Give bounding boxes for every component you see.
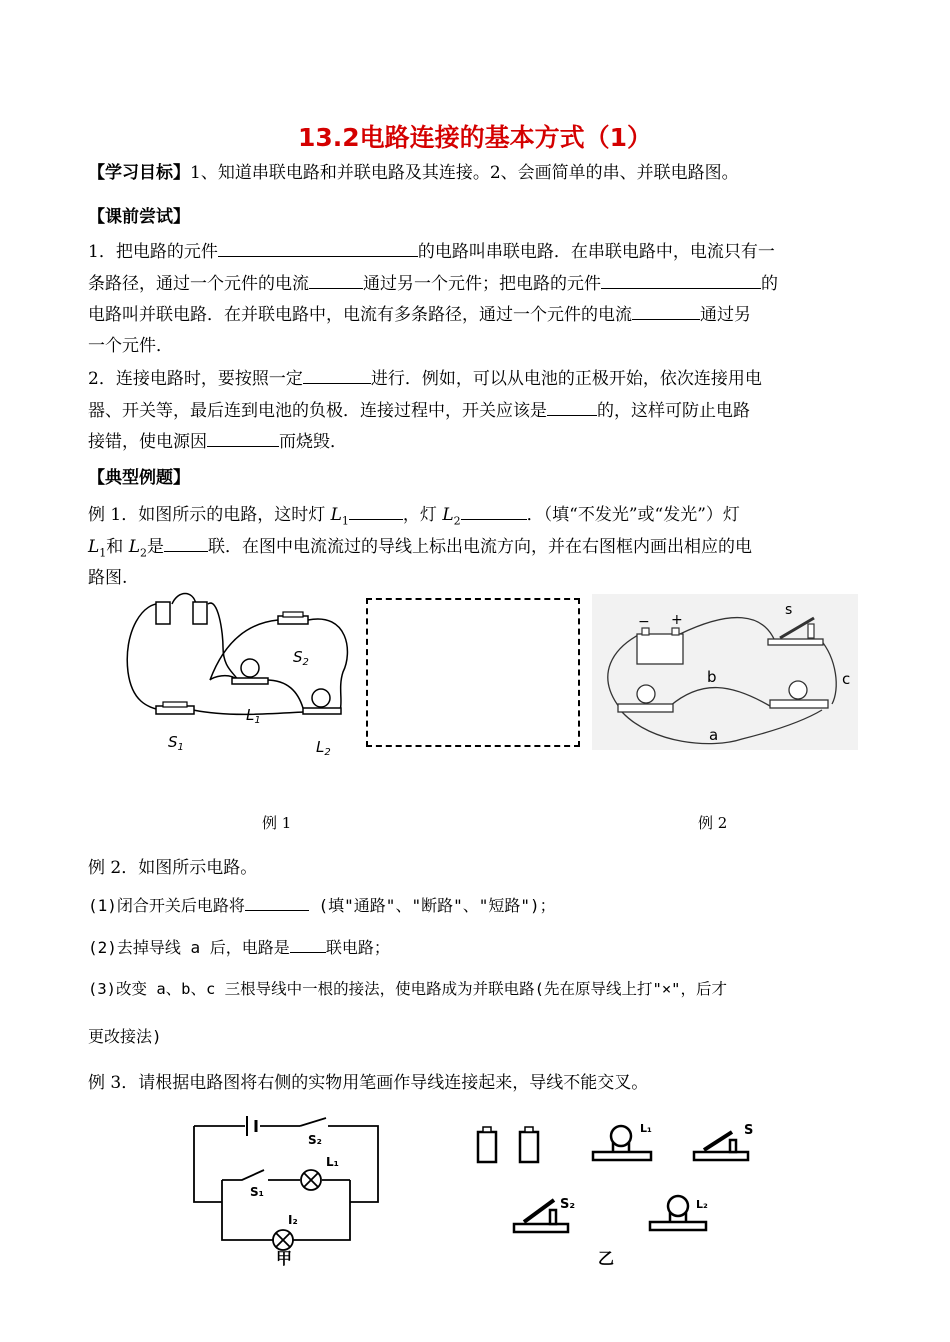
example3-schematic-figure [190, 1112, 390, 1268]
q1-text: 条路径，通过一个元件的电流 [88, 274, 309, 294]
figure1-caption: 例 1 [262, 814, 292, 832]
label-yi: 乙 [598, 1249, 615, 1268]
wire-label-c: c [842, 670, 851, 688]
q1-line-3 [88, 300, 868, 325]
ex2-line-0: 例 2．如图所示电路。 [88, 858, 258, 878]
subscript: 2 [140, 546, 147, 560]
label-s1: $S_1$ [168, 733, 184, 753]
switch-s1-lever [222, 1170, 264, 1180]
q2-blank-1[interactable] [303, 367, 371, 384]
objectives-line [88, 158, 868, 183]
label-s2: $S_2$ [293, 648, 309, 668]
ex1-line-2 [88, 532, 868, 559]
q2-text: 接错，使电源因 [88, 432, 207, 452]
battery-icon [156, 602, 207, 624]
label-s1: S₁ [250, 1185, 264, 1199]
q2-blank-2[interactable] [547, 399, 597, 416]
pre-class-heading: 【课前尝试】 [88, 207, 190, 227]
subscript: 1 [99, 546, 107, 560]
switch-label-s: s [785, 602, 793, 618]
q2-text: 2．连接电路时，要按照一定 [88, 369, 303, 389]
examples-heading: 【典型例题】 [88, 468, 190, 488]
label-l2: L₂ [696, 1198, 708, 1211]
ex2-text: (2)去掉导线 a 后，电路是 [88, 938, 290, 957]
wire [292, 1180, 350, 1240]
q1-line-2 [88, 269, 868, 294]
q2-text: 而烧毁． [279, 432, 347, 452]
ex2-blank-1[interactable] [245, 894, 309, 911]
switch-s-icon [694, 1132, 748, 1160]
ex2-blank-2[interactable] [290, 936, 326, 953]
q1-text: 电路叫并联电路．在并联电路中，电流有多条路径，通过一个元件的电流 [88, 305, 632, 325]
label-s: S [744, 1123, 754, 1138]
lamp-symbol: L [88, 537, 100, 557]
battery-icon [247, 1116, 256, 1136]
ex1-text: ．（填“不发光”或“发光”）灯 [526, 505, 740, 525]
q1-text: 的电路叫串联电路．在串联电路中，电流只有一 [417, 242, 775, 262]
ex1-line-3: 路图. [88, 568, 128, 588]
q2-blank-3[interactable] [207, 430, 279, 447]
subscript: 2 [453, 514, 461, 528]
ex1-blank-1[interactable] [349, 503, 403, 520]
switch-s2-icon [278, 612, 308, 624]
ex1-text: 例 1．如图所示的电路，这时灯 [88, 505, 331, 525]
wire-label-b: b [707, 668, 717, 686]
wire [222, 1180, 274, 1240]
q1-blank-3[interactable] [601, 272, 761, 289]
figure2-caption: 例 2 [698, 814, 728, 832]
wire [194, 1126, 222, 1202]
ex1-blank-2[interactable] [461, 503, 527, 520]
ex1-text: 联．在图中电流流过的导线上标出电流方向，并在右图框内画出相应的电 [208, 537, 752, 557]
q1-blank-4[interactable] [632, 303, 700, 320]
lamp-l1-icon [232, 659, 268, 684]
lamp-symbol: L [442, 505, 454, 525]
switch-s1-icon [156, 702, 194, 714]
lamp-l2-icon [273, 1230, 293, 1250]
q2-line-1 [88, 364, 868, 389]
example2-circuit-figure [592, 594, 858, 750]
objectives-label: 【学习目标】 [88, 163, 190, 183]
ex3-line-0: 例 3．请根据电路图将右侧的实物用笔画作导线连接起来，导线不能交叉。 [88, 1073, 649, 1093]
q1-blank-2[interactable] [309, 272, 363, 289]
q2-text: 器、开关等，最后连到电池的负极．连接过程中，开关应该是 [88, 401, 547, 421]
ex2-line-4: 更改接法) [88, 1027, 162, 1046]
label-l1: L₁ [640, 1122, 652, 1135]
ex2-line-1 [88, 893, 868, 916]
minus-label: − [638, 614, 650, 630]
label-l1: $L_1$ [246, 706, 261, 726]
wire-label-a: a [709, 726, 719, 744]
q2-text: 进行．例如，可以从电池的正极开始，依次连接用电 [370, 369, 762, 389]
label-s2: S₂ [308, 1133, 322, 1147]
q1-text: 通过另一个元件；把电路的元件 [363, 274, 601, 294]
lamp-symbol: L [330, 505, 342, 525]
page-title: 13.2电路连接的基本方式（1） [297, 123, 653, 152]
q1-blank-1[interactable] [218, 240, 418, 257]
plus-label: + [671, 612, 683, 628]
battery-icon [478, 1127, 538, 1162]
q1-line-1 [88, 237, 868, 262]
q1-text: 1．把电路的元件 [88, 242, 218, 262]
battery-icon [637, 628, 683, 664]
ex1-line-1 [88, 500, 868, 527]
ex2-line-3: (3)改变 a、b、c 三根导线中一根的接法，使电路成为并联电路(先在原导线上打"×"，后才 [88, 980, 727, 998]
example3-components-figure [468, 1112, 768, 1272]
q1-text: 的 [761, 274, 778, 294]
ex2-text: 联电路； [325, 938, 390, 957]
lamp-l2-icon [303, 689, 341, 714]
ex2-line-2 [88, 935, 868, 958]
example1-circuit-figure [118, 592, 358, 762]
lamp-symbol: L [128, 537, 140, 557]
label-l1: L₁ [326, 1155, 339, 1169]
ex2-text: (1)闭合开关后电路将 [88, 896, 245, 915]
label-s2: S₂ [560, 1197, 576, 1212]
objectives-text: 1、知道串联电路和并联电路及其连接。2、会画简单的串、并联电路图。 [190, 163, 739, 183]
q2-text: 的，这样可防止电路 [597, 401, 750, 421]
ex1-blank-3[interactable] [164, 535, 208, 552]
switch-s2-lever [300, 1118, 326, 1126]
ex2-text: (填"通路"、"断路"、"短路")； [308, 896, 556, 915]
label-jia: 甲 [276, 1249, 293, 1268]
answer-drawing-box[interactable] [366, 598, 580, 747]
q2-line-2 [88, 396, 868, 421]
q1-line-4: 一个元件． [88, 336, 173, 356]
lamp-l1-icon [301, 1170, 321, 1190]
ex1-text: 和 [106, 537, 129, 557]
q1-text: 通过另 [700, 305, 751, 325]
q2-line-3 [88, 427, 868, 452]
ex1-text: 是 [147, 537, 164, 557]
ex1-text: ，灯 [402, 505, 443, 525]
label-l2: $L_2$ [316, 738, 331, 758]
wire [266, 680, 303, 708]
label-l2: I₂ [288, 1213, 298, 1227]
subscript: 1 [341, 514, 349, 528]
